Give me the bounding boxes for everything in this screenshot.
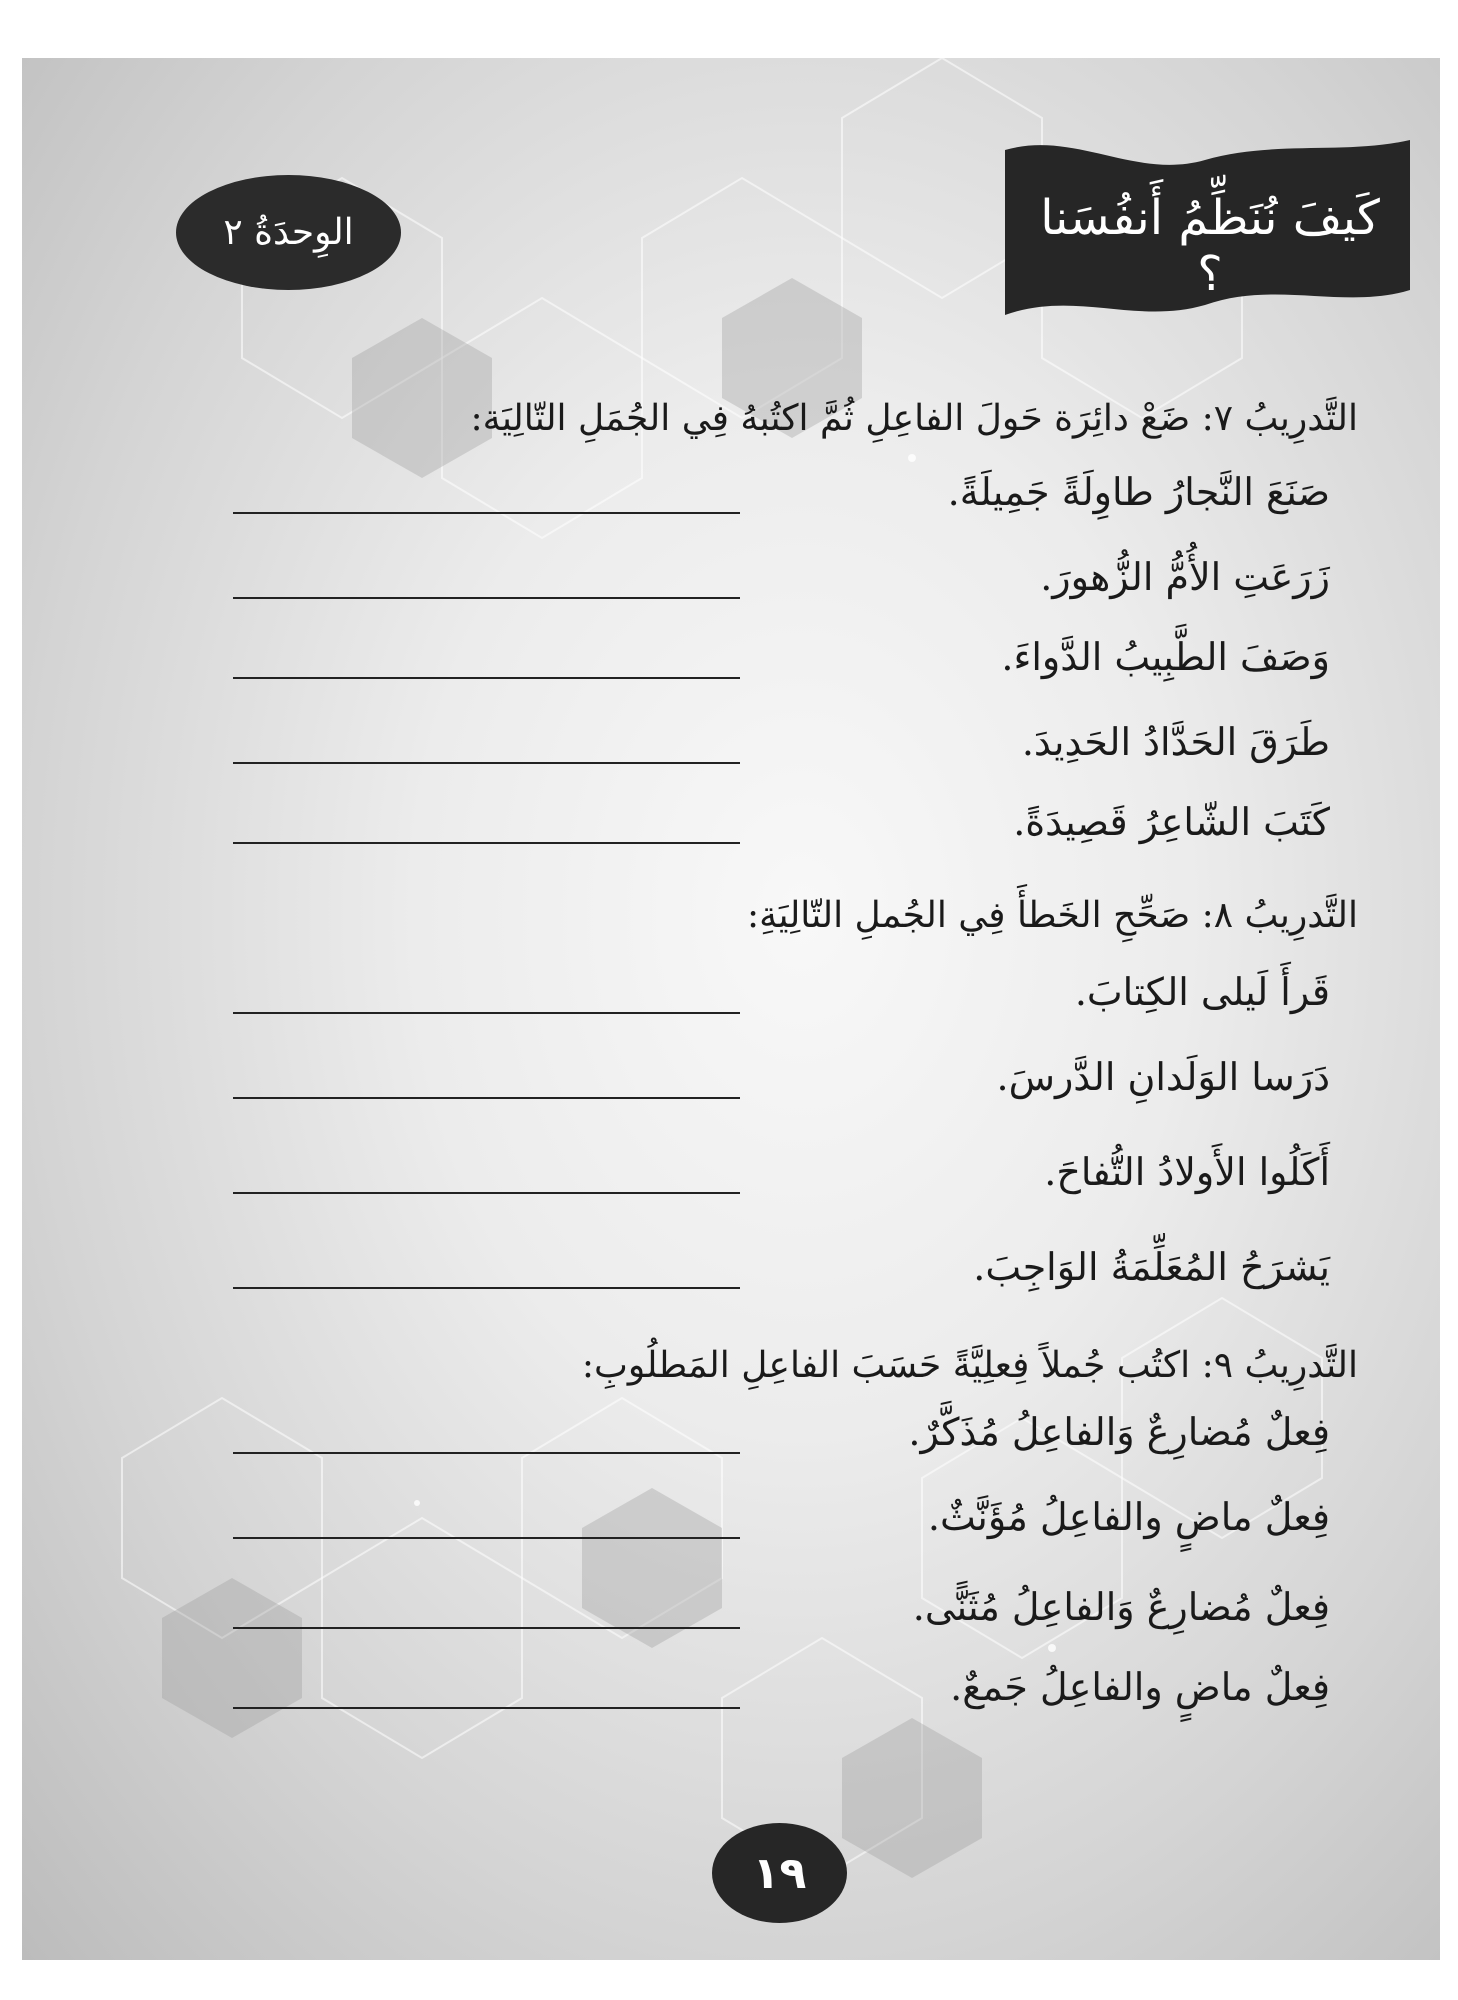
sentence-text: قَرأَ لَيلى الكِتابَ.	[1074, 970, 1330, 1014]
exercise-9-item-3	[0, 1585, 1458, 1655]
exercise-7-item-1	[0, 470, 1458, 540]
sentence-text: فِعلٌ ماضٍ والفاعِلُ جَمعٌ.	[950, 1665, 1330, 1709]
answer-line[interactable]	[233, 512, 740, 514]
exercise-9-title: التَّدرِيبُ ٩: اكتُب جُملاً فِعلِيَّةً حَسَبَ الفاعِلِ المَطلُوبِ:	[581, 1345, 1358, 1386]
answer-line[interactable]	[233, 1452, 740, 1454]
exercise-8-title: التَّدرِيبُ ٨: صَحِّحِ الخَطأَ فِي الجُملِ التّالِيَةِ:	[747, 895, 1358, 936]
answer-line[interactable]	[233, 597, 740, 599]
exercise-9-item-4	[0, 1665, 1458, 1735]
exercise-8-item-1	[0, 970, 1458, 1040]
page-number-badge	[712, 1823, 847, 1923]
exercise-8-item-3	[0, 1150, 1458, 1220]
sentence-text: دَرَسا الوَلَدانِ الدَّرسَ.	[996, 1055, 1330, 1099]
sentence-text: زَرَعَتِ الأُمُّ الزُّهورَ.	[1040, 555, 1330, 599]
answer-line[interactable]	[233, 842, 740, 844]
sentence-text: صَنَعَ النَّجارُ طاوِلَةً جَمِيلَةً.	[947, 470, 1330, 514]
page-number: ١٩	[752, 1847, 807, 1899]
exercise-7-item-5	[0, 800, 1458, 870]
answer-line[interactable]	[233, 677, 740, 679]
sentence-text: يَشرَحُ المُعَلِّمَةُ الوَاجِبَ.	[973, 1245, 1330, 1289]
exercise-7-title: التَّدرِيبُ ٧: ضَعْ دائِرَة حَولَ الفاعِلِ ثُمَّ اكتُبهُ فِي الجُمَلِ التّالِيَة:	[470, 398, 1358, 439]
unit-label: الوِحدَةُ ٢	[223, 212, 354, 253]
exercise-9-item-2	[0, 1495, 1458, 1565]
page-title: كَيفَ نُنَظِّمُ أَنفُسَنا ؟	[1040, 190, 1380, 302]
sentence-text: فِعلٌ مُضارِعٌ وَالفاعِلُ مُذَكَّرٌ.	[908, 1410, 1330, 1454]
exercise-8-item-4	[0, 1245, 1458, 1315]
answer-line[interactable]	[233, 1097, 740, 1099]
answer-line[interactable]	[233, 1537, 740, 1539]
sentence-text: طَرَقَ الحَدَّادُ الحَدِيدَ.	[1021, 720, 1330, 764]
exercise-8-item-2	[0, 1055, 1458, 1125]
sentence-text: فِعلٌ ماضٍ والفاعِلُ مُؤَنَّثٌ.	[927, 1495, 1330, 1539]
exercise-7-item-4	[0, 720, 1458, 790]
unit-badge	[176, 175, 401, 290]
answer-line[interactable]	[233, 1012, 740, 1014]
exercise-7-item-2	[0, 555, 1458, 625]
sentence-text: كَتَبَ الشّاعِرُ قَصِيدَةً.	[1013, 800, 1330, 844]
sentence-text: أَكَلُوا الأَولادُ التُّفاحَ.	[1044, 1150, 1330, 1194]
answer-line[interactable]	[233, 1627, 740, 1629]
answer-line[interactable]	[233, 1287, 740, 1289]
answer-line[interactable]	[233, 762, 740, 764]
answer-line[interactable]	[233, 1192, 740, 1194]
exercise-9-item-1	[0, 1410, 1458, 1480]
sentence-text: فِعلٌ مُضارِعٌ وَالفاعِلُ مُثَنًّى.	[912, 1585, 1330, 1629]
exercise-7-item-3	[0, 635, 1458, 705]
sentence-text: وَصَفَ الطَّبِيبُ الدَّواءَ.	[1001, 635, 1330, 679]
answer-line[interactable]	[233, 1707, 740, 1709]
